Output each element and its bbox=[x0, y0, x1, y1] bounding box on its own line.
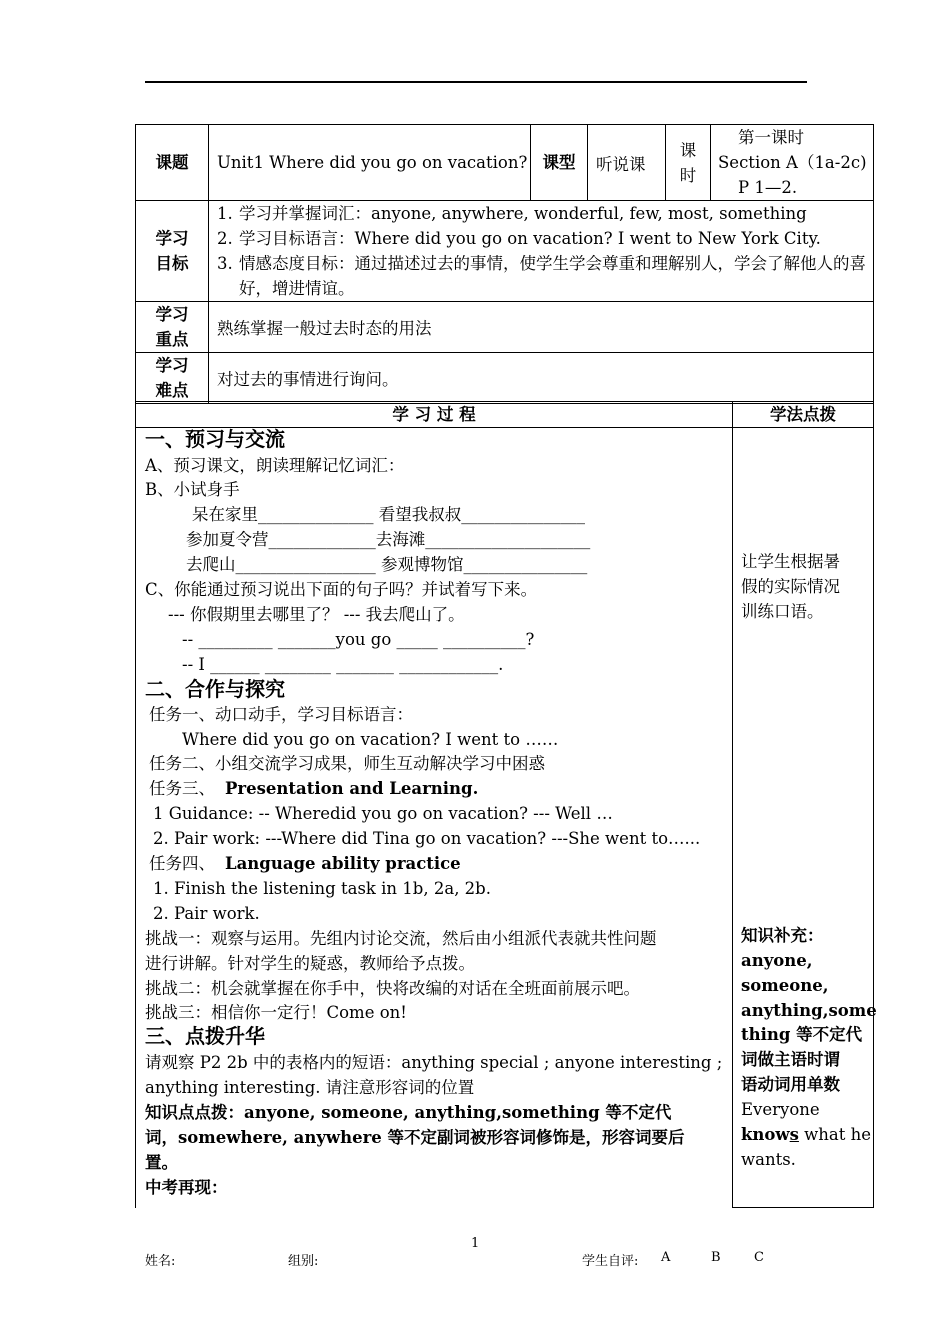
goals-row bbox=[136, 201, 874, 302]
challenge-1-l1: 挑战一：观察与运用。先组内讨论交流，然后由小组派代表就共性问题 bbox=[145, 929, 657, 948]
supplement-l10: wants. bbox=[741, 1150, 796, 1169]
supplement-l7: 语动词用单数 bbox=[741, 1075, 840, 1094]
method-tip-l3: 训练口语。 bbox=[741, 602, 824, 621]
period-line3: P 1—2. bbox=[738, 178, 798, 197]
difficulty-label: 学习难点 bbox=[155, 356, 189, 400]
method-tip-l1: 让学生根据暑 bbox=[741, 552, 840, 571]
supplement-l3: someone, bbox=[741, 976, 829, 995]
group-label: 组别: bbox=[288, 1254, 319, 1269]
focus-label: 学习重点 bbox=[155, 305, 189, 349]
period-label: 课时 bbox=[679, 140, 697, 185]
period-value bbox=[711, 125, 874, 201]
knowledge-point-l3: 置。 bbox=[145, 1153, 178, 1172]
challenge-2: 挑战二：机会就掌握在你手中，快将改编的对话在全班面前展示吧。 bbox=[145, 979, 640, 998]
dialogue-blank-1: -- _________ _______you go _____ __________? bbox=[182, 630, 535, 649]
difficulty-row bbox=[136, 353, 874, 404]
top-rule bbox=[145, 81, 807, 83]
task-3: 任务三、 Presentation and Learning. bbox=[149, 779, 479, 798]
topic-row bbox=[136, 125, 874, 201]
observe-line-1: 请观察 P2 2b 中的表格内的短语：anything special ; anyone interesting ; bbox=[145, 1053, 723, 1072]
blank-line-3: 去爬山_________________ 参观博物馆_______________ bbox=[186, 555, 588, 574]
guidance-line: 1 Guidance: -- Wheredid you go on vacation? --- Well … bbox=[153, 804, 613, 823]
method-tip-l2: 假的实际情况 bbox=[741, 577, 840, 596]
supplement-l2: anyone, bbox=[741, 951, 813, 970]
focus-text: 熟练掌握一般过去时态的用法 bbox=[209, 302, 874, 353]
blank-line-2: 参加夏令营_____________去海滩____________________ bbox=[186, 530, 591, 549]
challenge-3: 挑战三：相信你一定行！Come on! bbox=[145, 1003, 407, 1022]
challenge-1-l2: 进行讲解。针对学生的疑惑，教师给予点拨。 bbox=[145, 954, 475, 973]
process-header: 学 习 过 程 bbox=[136, 402, 733, 428]
supplement-l9: knows what he bbox=[741, 1125, 872, 1144]
exam-review: 中考再现： bbox=[145, 1178, 228, 1197]
name-label: 姓名: bbox=[145, 1254, 176, 1269]
dialogue-blank-2: -- I ______ ________ _______ ____________. bbox=[182, 655, 504, 674]
dialogue-question: --- 你假期里去哪里了？ --- 我去爬山了。 bbox=[168, 605, 465, 624]
supplement-l8: Everyone bbox=[741, 1100, 820, 1119]
goals-content bbox=[209, 201, 874, 302]
listening-task-line: 1. Finish the listening task in 1b, 2a, 2b. bbox=[153, 879, 491, 898]
goals-label: 学习目标 bbox=[155, 229, 189, 273]
type-value: 听说课 bbox=[588, 125, 666, 201]
knowledge-point-l1: 知识点点拨：anyone, someone, anything,something 等不定代 bbox=[145, 1103, 672, 1122]
supplement-title: 知识补充： bbox=[741, 926, 824, 945]
focus-row bbox=[136, 302, 874, 353]
supplement-l5: thing 等不定代 bbox=[741, 1025, 863, 1044]
type-label: 课型 bbox=[531, 125, 588, 201]
goal-item: 3. 情感态度目标：通过描述过去的事情，使学生学会尊重和理解别人，学会了解他人的喜好，增进情谊。 bbox=[217, 254, 866, 298]
grade-b: B bbox=[711, 1250, 721, 1265]
period-line2: Section A（1a-2c) bbox=[718, 153, 867, 172]
goals-list bbox=[209, 201, 873, 301]
observe-line-2: anything interesting. 请注意形容词的位置 bbox=[145, 1078, 475, 1097]
difficulty-text: 对过去的事情进行询问。 bbox=[209, 353, 874, 404]
self-eval-label: 学生自评: bbox=[582, 1254, 639, 1269]
task-4: 任务四、 Language ability practice bbox=[149, 854, 461, 873]
page-number: 1 bbox=[471, 1236, 480, 1251]
pair-work-line: 2. Pair work: ---Where did Tina go on vacation? ---She went to…... bbox=[153, 829, 701, 848]
grade-c: C bbox=[754, 1250, 764, 1265]
section-upgrade-title: 三、点拨升华 bbox=[145, 1024, 265, 1048]
goal-item: 2. 学习目标语言：Where did you go on vacation? I went to New York City. bbox=[217, 229, 821, 248]
task-1: 任务一、动口动手，学习目标语言： bbox=[149, 705, 413, 724]
knowledge-point-l2: 词，somewhere, anywhere 等不定副词被形容词修饰是，形容词要后 bbox=[145, 1128, 685, 1147]
supplement-l6: 词做主语时谓 bbox=[741, 1050, 840, 1069]
preview-step-b: B、小试身手 bbox=[145, 480, 240, 499]
preview-step-a: A、预习课文，朗读理解记忆词汇： bbox=[145, 456, 405, 475]
task-2: 任务二、小组交流学习成果，师生互动解决学习中困惑 bbox=[149, 754, 545, 773]
period-label-cell bbox=[666, 125, 711, 201]
period-line1: 第一课时 bbox=[738, 128, 804, 147]
blank-line-1: 呆在家里______________ 看望我叔叔_______________ bbox=[192, 505, 585, 524]
section-preview-title: 一、预习与交流 bbox=[145, 427, 285, 451]
section-cooperate-title: 二、合作与探究 bbox=[145, 677, 285, 701]
pair-work-line-2: 2. Pair work. bbox=[153, 904, 260, 923]
lesson-info-table bbox=[135, 124, 874, 404]
method-header: 学法点拨 bbox=[733, 402, 874, 428]
grade-a: A bbox=[661, 1250, 671, 1265]
preview-step-c: C、你能通过预习说出下面的句子吗？并试着写下来。 bbox=[145, 580, 538, 599]
topic-label: 课题 bbox=[136, 125, 209, 201]
goal-item: 1. 学习并掌握词汇：anyone, anywhere, wonderful, few, most, something bbox=[217, 204, 807, 223]
task-1-line: Where did you go on vacation? I went to …… bbox=[182, 730, 559, 749]
supplement-l4: anything,some bbox=[741, 1001, 877, 1020]
topic-value: Unit1 Where did you go on vacation? bbox=[209, 125, 531, 201]
